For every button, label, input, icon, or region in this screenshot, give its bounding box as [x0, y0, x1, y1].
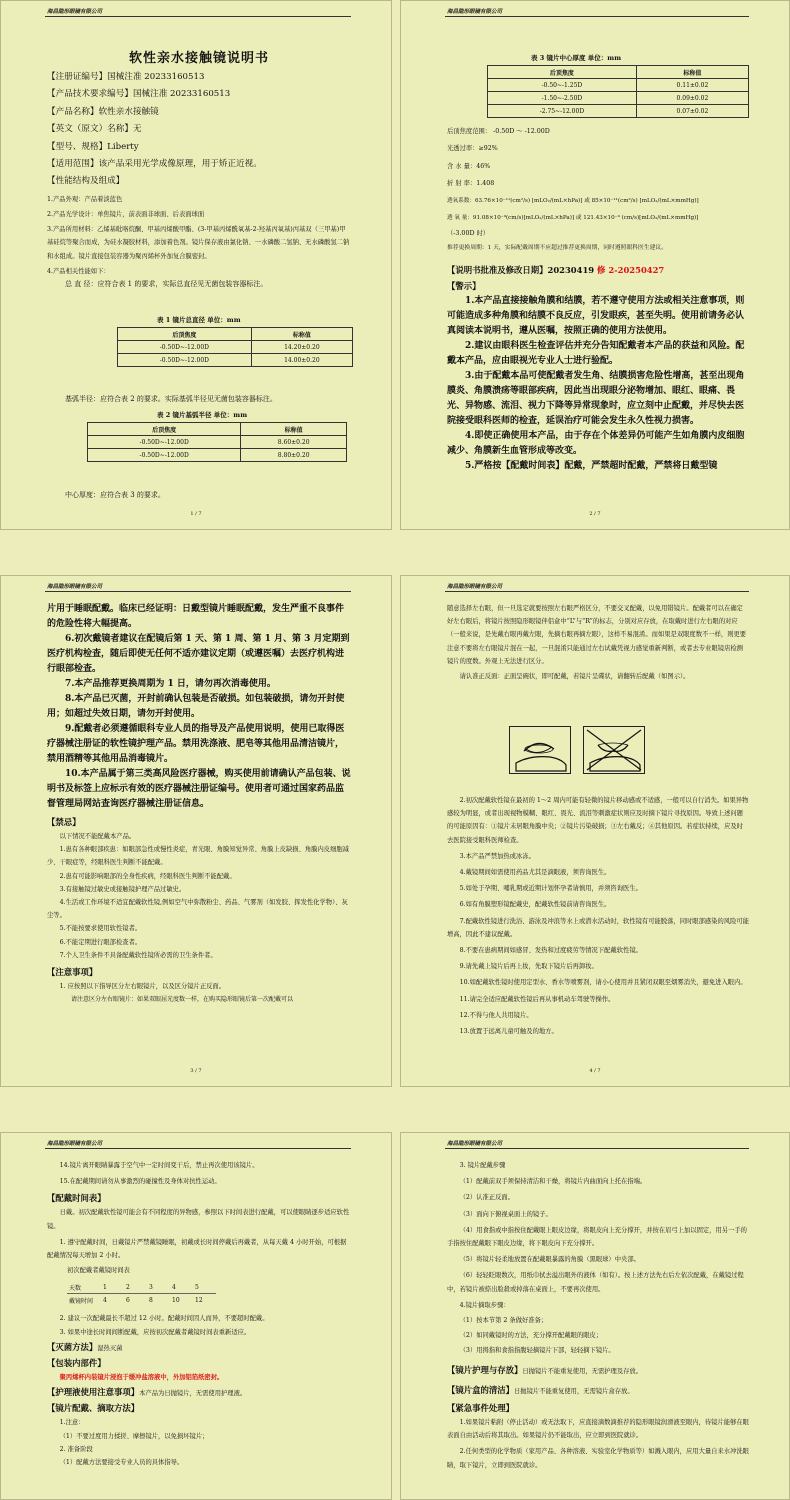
- wearing-step: （3）面向下俯视桌面上的镜子。: [459, 1210, 552, 1218]
- contraindication-item: 1.患有各种眼部疾患：如眼部急性或慢性炎症，青光眼、角膜知觉异常、角膜上皮缺损、角膜内皮细胞减少、干眼症等，经眼科医生判断不能配戴。: [47, 846, 349, 867]
- lens-care-storage: 【镜片护理与存放】日抛镜片不能重复使用，无需护理及存放。: [447, 1364, 643, 1375]
- warning-title: 【警示】: [447, 280, 481, 291]
- lens-case-cleaning: 【镜片盒的清洁】日抛镜片不能重复使用，无需镜片盒存放。: [447, 1384, 634, 1395]
- revision-mark: 修 2-20250427: [597, 264, 665, 275]
- contraindication-title: 【禁忌】: [47, 817, 81, 827]
- center-thickness-text: 中心厚度：应符合表 3 的要求。: [65, 491, 165, 499]
- precaution-item: 4.戴镜期间如需使用药品尤其是滴眼液，须咨询医生。: [459, 869, 611, 877]
- precaution-item: 9.请先戴上镜片后再上妆，先取下镜片后再卸妆。: [459, 963, 598, 971]
- performance-intro: 4.产品相关性能如下：: [47, 267, 110, 275]
- spec-line: 透 氧 量：91.08×10⁻⁹(cm/s)[mLO₂/(mL×hPa)] 或 121.43×10⁻⁹ (cm/s)[mLO₂/(mL×mmHg)]: [447, 215, 699, 222]
- table1: [117, 327, 353, 367]
- precaution-item: 7.配戴软性镜进行洗浴、游泳及冲浪等水上或潜水活动时，软性镜有可能脱落，同时眼部感染的风险可能增高，因此不建议配戴。: [447, 917, 749, 938]
- lens-correct-figure: [509, 726, 571, 774]
- wearing-steps-title: 3. 镜片配戴步骤: [459, 1162, 506, 1169]
- left-right-text: 随意选择左右眼，但一旦选定就要按照左右眼严格区分，不要交叉配戴，以免用错镜片。配戴者可以在确定好左右眼后，将镜片按照隐形眼镜伴侣盒中“L”与“R”的标志，分别对应存放，在取戴时进行左右眼的对应（一般来说，是先戴右眼再戴左眼，先摘右眼再摘左眼），这样不易混淆。而如果是双眼度数不一样，则更要注意不要将左右眼镜片混在一起，一旦混淆只能通过左右试戴凭视力感觉重新判断，或者去专业眼镜店检测镜片的度数。外观上无法进行区分。: [447, 605, 747, 665]
- spec-line: 推荐更换周期：1 天，实际配戴周期不应超过推荐更换周期，同时遵照眼科医生建议。: [447, 245, 668, 252]
- table-row: -0.50D~-12.00D 14.20±0.20: [118, 341, 353, 354]
- page-4: [400, 575, 790, 1087]
- precaution-item: 12.不得与他人共用镜片。: [459, 1011, 533, 1019]
- precaution-item: 11.请完全适应配戴软性镜后再从事机动车驾驶等操作。: [459, 995, 615, 1003]
- spec-line: 含 水 量：46%: [447, 162, 491, 170]
- table-row: -0.50~-1.25D 0.11±0.02: [488, 79, 749, 92]
- spec-line: （-3.00D 时）: [447, 230, 490, 238]
- page-number: 2 / 7: [589, 511, 601, 517]
- page-2: [400, 0, 790, 530]
- header-rule: [45, 1148, 351, 1149]
- info-line: 【注册证编号】国械注准 20233160513: [47, 72, 205, 82]
- figure-caption: 请认准正反面：正面呈碗状，即可配戴，若镜片呈碟状，请翻转后配戴（如图示）。: [459, 673, 690, 681]
- info-line: 【性能结构及组成】: [47, 176, 125, 187]
- warning-item: 9.配戴者必须遵循眼科专业人员的指导及产品使用说明，使用已取得医疗器械注册证的软性镜护理产品。禁用洗涤液、肥皂等其他用品清洁镜片，禁用酒精等其他用品消毒镜片。: [47, 724, 345, 764]
- precaution-item: 5.如处于孕期、哺乳期或近期计划怀孕者请慎用，并须咨询医生。: [459, 885, 642, 893]
- page-number: 1 / 7: [190, 511, 202, 517]
- contraindication-item: 5.不能按要求使用软性镜者。: [59, 925, 142, 933]
- optical-design: 2.产品光学设计：单焦镜片，前表面非球面、后表面球面: [47, 211, 205, 219]
- warning-item: 10.本产品属于第三类高风险医疗器械，购买使用前请确认产品包装、说明书及标签上应标示有效的医疗器械注册证编号。使用者可通过国家药品监督管理局网站查询医疗器械注册证信息。: [47, 769, 351, 809]
- emergency-item: 1.如果镜片粘附（停止活动）或无法取下，应直接滴数滴推荐的隐形眼镜润滑液至眼内，待镜片能够在眼表面自由活动后将其取出。如果镜片仍不能取出，应立即到医院就诊。: [447, 1419, 749, 1440]
- header-rule: [445, 591, 749, 592]
- spec-line: 透氧系数：63.76×10⁻¹¹(cm²/s) [mLO₂/(mL×hPa)] 或 85×10⁻¹¹(cm²/s) [mLO₂/(mL×mmHg)]: [447, 197, 699, 204]
- lens-inverted-icon: [584, 727, 644, 773]
- page-number: 3 / 7: [190, 1068, 202, 1074]
- info-line: 【适用范围】该产品采用光学成像原理，用于矫正近视。: [47, 159, 262, 170]
- page-header: 海昌隐形眼镜有限公司: [447, 1141, 503, 1147]
- table-row: -0.50D~-12.00D 8.80±0.20: [88, 449, 347, 462]
- table-row: -0.50D~-12.00D 14.00±0.20: [118, 354, 353, 367]
- page-header: 海昌隐形眼镜有限公司: [47, 9, 103, 15]
- emergency-title: 【紧急事件处理】: [447, 1403, 514, 1414]
- page-3: [0, 575, 392, 1087]
- warning-item: 8.本产品已灭菌，开封前确认包装是否破损。如包装破损，请勿开封使用；如超过失效日期，请勿开封使用。: [47, 694, 345, 719]
- table-row: -2.75~-12.00D 0.07±0.02: [488, 105, 749, 118]
- warning-item: 4.即使正确使用本产品，由于存在个体差异仍可能产生如角膜内皮细胞减少、角膜新生血管形成等改变。: [447, 430, 745, 456]
- precaution-item: 请注意区分左右眼镜片：如果双眼屈光度数一样，在购买隐形眼镜后第一次配戴可以: [71, 996, 294, 1004]
- sterilization-method: 【灭菌方法】湿热灭菌: [47, 1341, 123, 1352]
- removal-step: （1）按本节第 2 条做好准备；: [459, 1317, 548, 1325]
- page-header: 海昌隐形眼镜有限公司: [47, 584, 103, 590]
- warning-item: 1.本产品直接接触角膜和结膜，若不遵守使用方法或相关注意事项，则可能造成多种角膜和结膜不良反应，引发眼疾，甚至失明。使用前请务必认真阅读本说明书，遵从医嘱，按照正确的使用方法使用。: [447, 295, 745, 336]
- precaution-item: 8.不要在患病期间如感冒、发热和过度疲劳等情况下配戴软性镜。: [459, 947, 642, 955]
- table3: [487, 65, 749, 118]
- page-header: 海昌隐形眼镜有限公司: [447, 584, 503, 590]
- wear-schedule-rule: 1. 遵守配戴时间，日戴镜片严禁戴镜睡眠，初戴或长时间停戴后再戴者，从每天戴 4 小时开始，可根据配戴情况每天增加 2 小时。: [47, 1238, 347, 1260]
- removal-step: （2）如同戴镜时的方法，充分撑开配戴眼的眼皮；: [459, 1332, 603, 1340]
- precaution-item: 10.如配戴软性镜时使用定型水、香水等喷雾剂，请小心使用并且紧闭双眼至烟雾消失，避免进入眼内。: [459, 979, 747, 987]
- handling-item: （1）不要过度用力揉搓、摩擦镜片，以免损坏镜片；: [59, 1432, 209, 1440]
- table-row: 后顶焦度 标称值: [488, 66, 749, 79]
- wear-rule: 2. 建议一次配戴最长不超过 12 小时。配戴时间因人而异，不要超时配戴。: [59, 1315, 269, 1323]
- table-row: 后顶焦度 标称值: [88, 423, 347, 436]
- wearing-step: （6）轻轻眨眼数次，用纸巾拭去溢出眼外的液体（如有）。按上述方法先右后左依次配戴，在戴镜过程中，若镜片被捺出脸殺或掉落在桌面上，不要再次使用。: [447, 1272, 744, 1293]
- wear-schedule-text: 日戴。初次配戴软性镜可能会有不同程度的异物感，参照以下时间表进行配戴，可以使眼睛逐步适应软性镜。: [47, 1209, 350, 1230]
- page-number: 4 / 7: [589, 1068, 601, 1074]
- removal-title: 4.镜片摘取步骤：: [459, 1301, 510, 1309]
- handling-item: 2. 准备阶段: [59, 1445, 93, 1453]
- base-curve-text: 基弧半径：应符合表 2 的要求。实际基弧半径见无菌包装容器标注。: [65, 395, 277, 403]
- wearing-step: （2）认准正反面。: [459, 1194, 514, 1202]
- lens-bowl-icon: [510, 727, 570, 773]
- table-row: -1.50~-2.50D 0.09±0.02: [488, 92, 749, 105]
- table2: [87, 422, 347, 462]
- page-6: [400, 1132, 790, 1500]
- spec-line: 后顶焦度范围： -0.50D ～ -12.00D: [447, 128, 550, 135]
- contraindication-item: 7.个人卫生条件不具备配戴软性镜所必需的卫生条件者。: [59, 951, 217, 959]
- table2-caption: 表 2 镜片基弧半径 单位：mm: [157, 411, 248, 420]
- handling-intro: 1.注意：: [59, 1419, 85, 1427]
- package-contents-text: 聚丙烯杯内装镜片浸泡于缓冲盐溶液中，外加铝箔纸密封。: [59, 1374, 224, 1382]
- wear-table: [67, 1281, 216, 1306]
- page-header: 海昌隐形眼镜有限公司: [47, 1141, 103, 1147]
- warning-item: 5.严格按【配戴时间表】配戴，严禁超时配戴，严禁将日戴型镜: [465, 460, 718, 471]
- emergency-item: 2.任何类型的化学物质（家用产品、各种溶液、实验室化学物质等）如溅入眼内，应用大量自来水冲洗眼睛，取下镜片，立即到医院就诊。: [447, 1448, 749, 1469]
- precautions-title: 【注意事项】: [47, 967, 98, 978]
- precaution-item: 14.镜片离开眼睛暴露于空气中一定时间变干后，禁止再次使用该镜片。: [59, 1162, 259, 1169]
- warning-item: 3.由于配戴本品可使配戴者发生角、结膜损害危险性增高，甚至出现角膜炎、角膜溃疡等眼部疾病，因此当出现眼分泌物增加、眼红、眼痛、畏光、异物感、流泪、视力下降等异常现象时，应立刻中止配戴，并尽快去医院接受眼科医师的检查，延误治疗可能会发生永久性视力损害。: [447, 370, 745, 426]
- wear-table-caption: 初次配戴者戴镜时间表: [67, 1267, 130, 1275]
- header-rule: [45, 16, 351, 17]
- warning-item: 7.本产品推荐更换周期为 1 日，请勿再次消毒使用。: [65, 679, 276, 689]
- header-rule: [445, 1148, 749, 1149]
- document-title: 软性亲水接触镜说明书: [128, 51, 269, 66]
- wearing-step: （4）用食指或中指按住配戴眼上眼皮边缘，将眼皮向上充分撑开，并按在眉弓上加以固定，用另一手的手指按住配戴眼下眼皮边缘，将下眼皮向下充分撑开。: [447, 1226, 747, 1248]
- product-appearance: 1.产品外观：产品着淡蓝色: [47, 195, 123, 203]
- materials-text: 3.产品所用材料：乙烯基吡咯烷酮、甲基丙烯酸甲酯、(3-甲基丙烯酰氧基-2-羟基丙氧基)丙基双（三甲基)甲基硅烷等聚合而成，为硅水凝胶材料，添加着色剂。镜片保存液由氯化钠、一水磷酸二氢钠、无水磷酸氢二钠和水组成。镜片直接包装容器为聚丙烯杯外加复合膜密封。: [47, 226, 350, 260]
- precaution-item: 1. 应按照以下指导区分左右眼镜片，以及区分镜片正反面。: [59, 983, 226, 991]
- removal-step: （3）用拇指和食指指腹轻摘镜片下部，轻轻摘下镜片。: [459, 1347, 615, 1355]
- table3-caption: 表 3 镜片中心厚度 单位：mm: [531, 54, 622, 62]
- care-solution-notes: 【护理液使用注意事项】本产品为日抛镜片，无需使用护理液。: [47, 1387, 247, 1398]
- wearing-step: （1）配戴前双手须保持清洁和干燥，将镜片内曲面向上托在指端。: [459, 1178, 647, 1186]
- table-row: -0.50D~-12.00D 8.60±0.20: [88, 436, 347, 449]
- precaution-item: 2.初次配戴软性镜在最初的 1～2 周内可能有轻微的镜片移动感或不适感，一般可以自行消失。如果异物感较为明显，或者出现视物模糊、眼红、畏光、流泪等刺激症状则应及时摘下镜片寻找原因。导致上述问题的可能原因有：①镜片未居眼角膜中央；②镜片污染破损；③左右戴反；④其他原因。若症状持续，应及时去医院接受眼科医师检查。: [447, 797, 749, 844]
- spec-line: 折 射 率：1.408: [447, 180, 495, 188]
- contraindication-item: 4.生活或工作环境不适宜配戴软性镜,例如空气中弥散粉尘、药品、气雾剂（如发胶、挥发性化学物）、灰尘等。: [47, 899, 348, 920]
- info-line: 【产品名称】软性亲水接触镜: [47, 106, 159, 117]
- info-line: 【产品技术要求编号】国械注准 20233160513: [47, 89, 231, 100]
- header-rule: [45, 591, 351, 592]
- warning-item: 2.建议由眼科医生检查评估并充分告知配戴者本产品的获益和风险。配戴本产品，应由眼视光专业人士进行验配。: [447, 340, 745, 366]
- wear-schedule-title: 【配戴时间表】: [47, 1193, 106, 1204]
- precaution-item: 6.如有角膜塑形镜配戴史，配戴软性镜前请咨询医生。: [459, 901, 611, 909]
- contraindication-intro: 以下情况不能配戴本产品。: [59, 833, 136, 840]
- info-line: 【型号、规格】Liberty: [47, 141, 139, 152]
- page-5: [0, 1132, 392, 1500]
- contraindication-item: 2.患有可能影响眼部的全身性疾病，经眼科医生判断不能配戴。: [59, 872, 236, 880]
- wear-rule: 3. 如果中途长时间间断配戴，应按初次配戴者戴镜时间表重新适应。: [59, 1328, 251, 1336]
- precaution-item: 15.在配戴期间请勿从事激烈的碰撞性及身体对抗性运动。: [59, 1178, 221, 1186]
- lens-inverted-figure: [583, 726, 645, 774]
- precaution-item: 13.放置于远离儿童可触及的地方。: [459, 1028, 558, 1036]
- approval-date: 【说明书批准及修改日期】20230419 修 2-20250427: [447, 264, 665, 275]
- overall-diameter-text: 总 直 径：应符合表 1 的要求，实际总直径见无菌包装容器标注。: [65, 280, 268, 289]
- table1-caption: 表 1 镜片总直径 单位：mm: [157, 316, 241, 324]
- table-row: 后顶焦度 标称值: [118, 328, 353, 341]
- package-contents-title: 【包装内部件】: [47, 1358, 106, 1369]
- contraindication-item: 3.有接触镜过敏史或接触镜护理产品过敏史。: [59, 885, 186, 893]
- wearing-step: （5）将镜片轻柔地放置在配戴眼暴露的角膜（黑眼球）中央部。: [459, 1256, 640, 1264]
- handling-item: （1）配戴方法要接受专业人员的具体指导。: [59, 1459, 184, 1467]
- info-line: 【英文（原文）名称】无: [47, 124, 142, 135]
- header-rule: [445, 16, 749, 17]
- spec-line: 光透过率：≥92%: [447, 145, 498, 153]
- handling-title: 【镜片配戴、摘取方法】: [47, 1403, 140, 1414]
- table-row: 戴镜时间 4 6 8 10 12: [69, 1296, 203, 1305]
- page-header: 海昌隐形眼镜有限公司: [447, 9, 503, 15]
- contraindication-item: 6.不能定期进行眼部检查者。: [59, 938, 142, 946]
- page-1: [0, 0, 392, 530]
- precaution-item: 3.本产品严禁加热或冰冻。: [459, 852, 535, 860]
- table-row: 天数 1 2 3 4 5: [67, 1281, 216, 1294]
- warning-item: 6.初次戴镜者建议在配镜后第 1 天、第 1 周、第 1 月、第 3 月定期到医疗机构检查，随后即使无任何不适亦建议定期（或遵医嘱）去医疗机构进行眼部检查。: [47, 634, 350, 674]
- warning-continued: 片用于睡眠配戴。临床已经证明：日戴型镜片睡眠配戴，发生严重不良事件的危险性将大幅提高。: [47, 604, 345, 629]
